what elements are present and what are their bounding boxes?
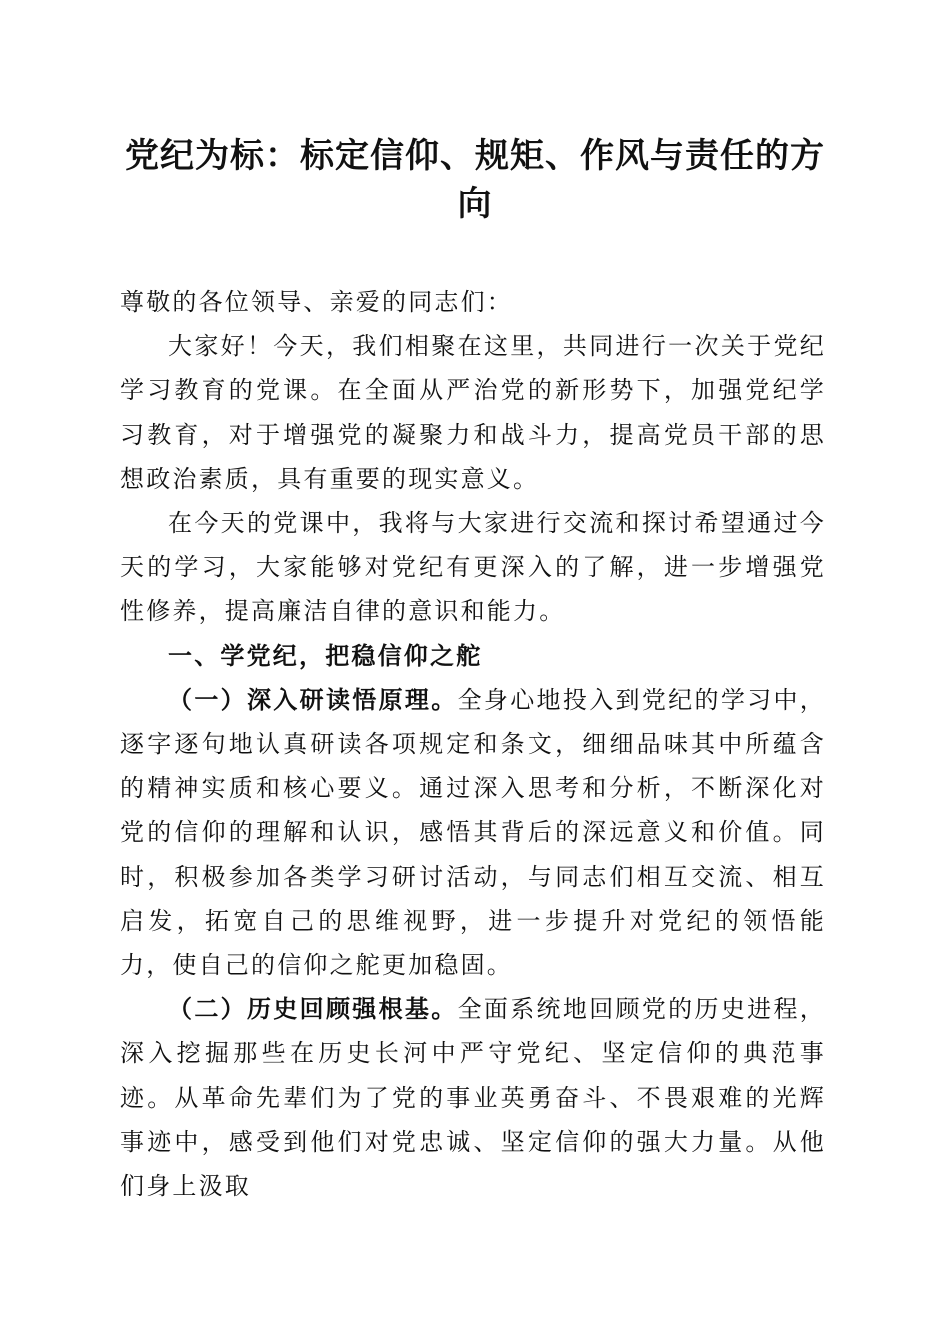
subsection-paragraph-1 bbox=[120, 678, 826, 987]
salutation: 尊敬的各位领导、亲爱的同志们： bbox=[120, 288, 513, 316]
paragraph-purpose: 在今天的党课中，我将与大家进行交流和探讨希望通过今天的学习，大家能够对党纪有更深入的了解，进一步增强党性修养，提高廉洁自律的意识和能力。 bbox=[120, 509, 826, 626]
section-heading: 一、学党纪，把稳信仰之舵 bbox=[168, 641, 483, 670]
document-title bbox=[110, 132, 840, 228]
subsection-lead-1: （一）深入研读悟原理。 bbox=[168, 684, 458, 714]
paragraph-intro: 大家好！今天，我们相聚在这里，共同进行一次关于党纪学习教育的党课。在全面从严治党的新形势下，加强党纪学习教育，对于增强党的凝聚力和战斗力，提高党员干部的思想政治素质，具有重要的现实意义。 bbox=[120, 332, 826, 493]
subsection-text-2: 全面系统地回顾党的历史进程，深入挖掘那些在历史长河中严守党纪、坚定信仰的典范事迹。从革命先辈们为了党的事业英勇奋斗、不畏艰难的光辉事迹中，感受到他们对党忠诚、坚定信仰的强大力量。从他们身上汲取 bbox=[120, 995, 826, 1201]
document-body bbox=[120, 280, 826, 1208]
subsection-text-1: 全身心地投入到党纪的学习中，逐字逐句地认真研读各项规定和条文，细细品味其中所蕴含的精神实质和核心要义。通过深入思考和分析，不断深化对党的信仰的理解和认识，感悟其背后的深远意义和价值。同时，积极参加各类学习研讨活动，与同志们相互交流、相互启发，拓宽自己的思维视野，进一步提升对党纪的领悟能力，使自己的信仰之舵更加稳固。 bbox=[120, 685, 826, 980]
title-line-1: 党纪为标：标定信仰、规矩、作风与责任的方 bbox=[125, 136, 825, 176]
subsection-lead-2: （二）历史回顾强根基。 bbox=[168, 994, 458, 1024]
subsection-paragraph-2 bbox=[120, 987, 826, 1208]
title-line-2: 向 bbox=[457, 184, 493, 224]
